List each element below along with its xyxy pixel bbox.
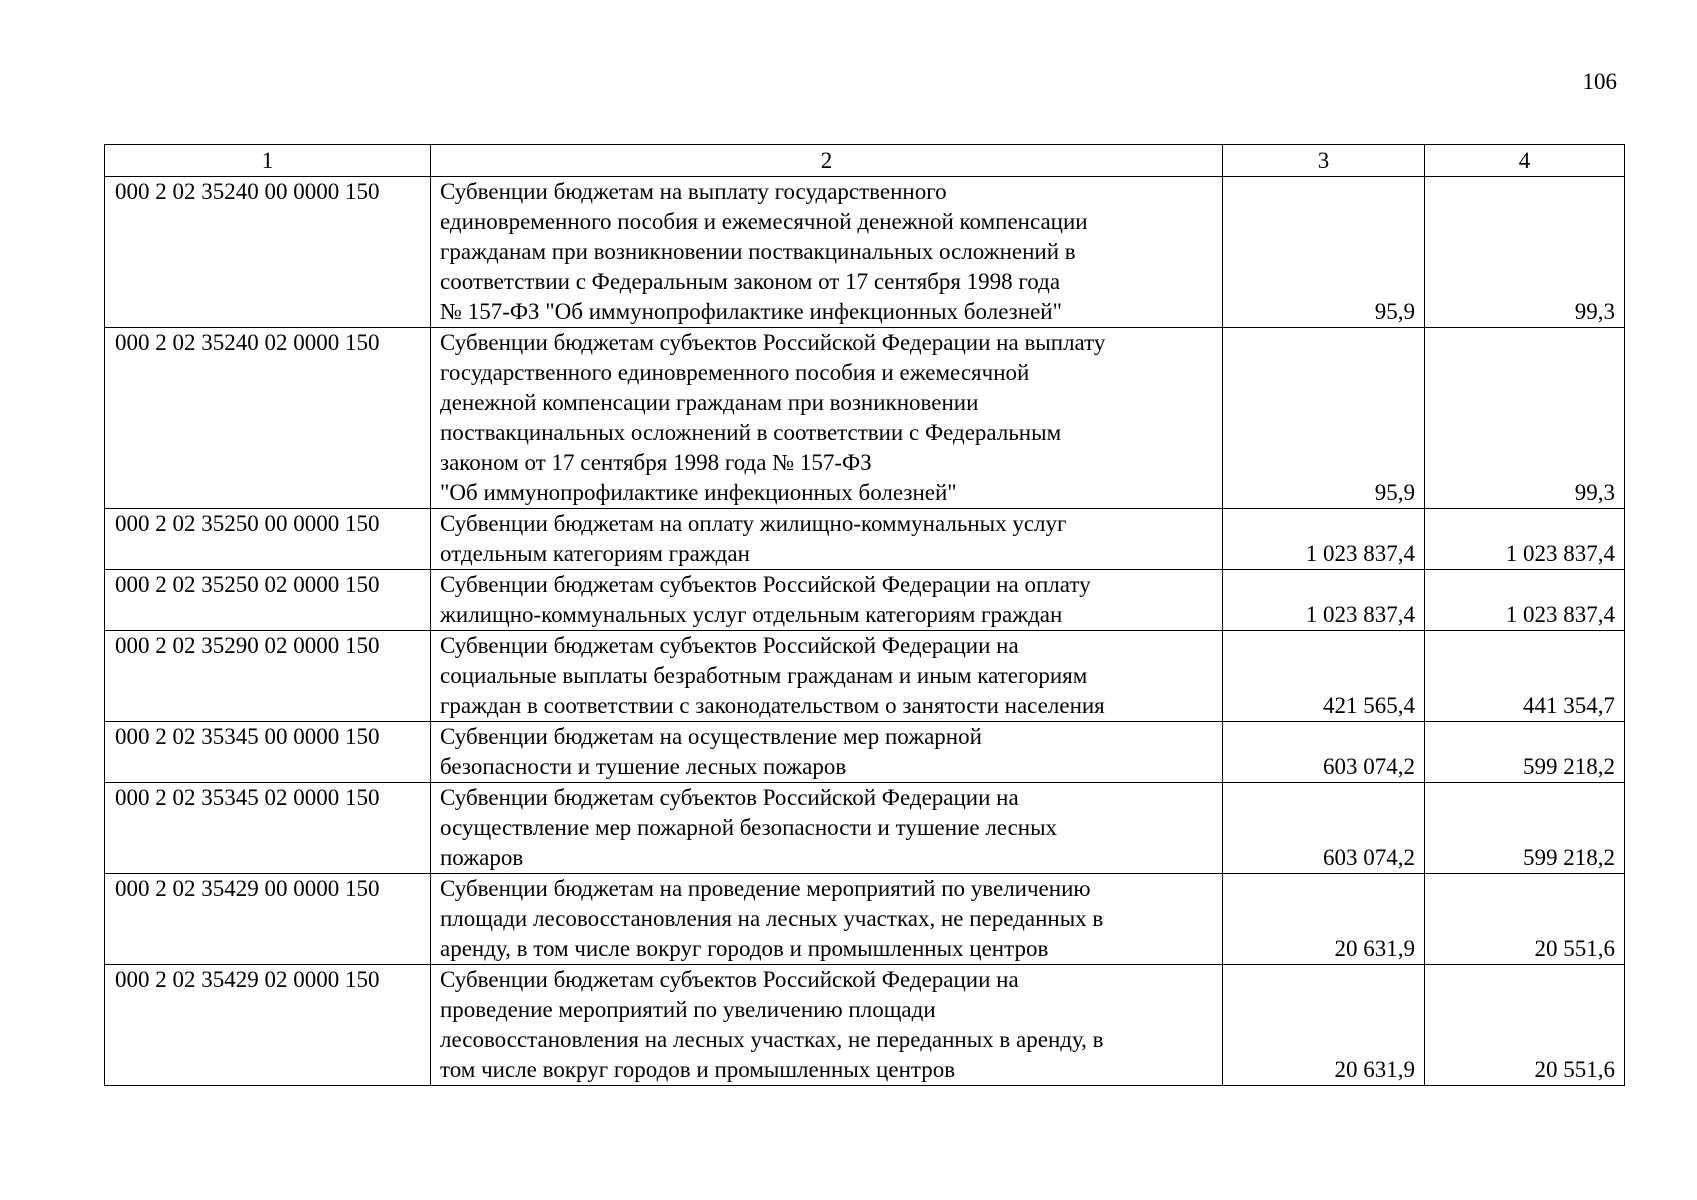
column-header-2: 2 [431,145,1223,177]
amount-col4-cell: 99,3 [1425,328,1625,509]
description-cell: Субвенции бюджетам субъектов Российской Федерации на социальные выплаты безработным гражданам и иным категориям граждан в соответствии с законодательством о занятости населения [431,631,1223,722]
amount-col4-cell: 99,3 [1425,177,1625,328]
description-cell: Субвенции бюджетам субъектов Российской Федерации на выплату государственного единовременного пособия и ежемесячной денежной компенсации гражданам при возникновении поствакцинальных осложнений в соответствии с Федеральным законом от 17 сентября 1998 года № 157-ФЗ "Об иммунопрофилактике инфекционных болезней" [431,328,1223,509]
table-row [105,783,1625,874]
amount-col3-cell: 95,9 [1223,328,1425,509]
budget-code-cell: 000 2 02 35345 00 0000 150 [105,722,431,783]
budget-table [104,144,1625,1086]
table-row [105,722,1625,783]
column-header-4: 4 [1425,145,1625,177]
table-row [105,177,1625,328]
table-row [105,874,1625,965]
description-cell: Субвенции бюджетам субъектов Российской Федерации на осуществление мер пожарной безопасности и тушение лесных пожаров [431,783,1223,874]
amount-col3-cell: 20 631,9 [1223,965,1425,1086]
amount-col3-cell: 603 074,2 [1223,783,1425,874]
table-row [105,570,1625,631]
amount-col4-cell: 599 218,2 [1425,722,1625,783]
amount-col3-cell: 603 074,2 [1223,722,1425,783]
amount-col3-cell: 95,9 [1223,177,1425,328]
table-header [105,145,1625,177]
amount-col3-cell: 1 023 837,4 [1223,509,1425,570]
budget-code-cell: 000 2 02 35290 02 0000 150 [105,631,431,722]
budget-code-cell: 000 2 02 35240 00 0000 150 [105,177,431,328]
header-row [105,145,1625,177]
amount-col3-cell: 1 023 837,4 [1223,570,1425,631]
budget-code-cell: 000 2 02 35250 00 0000 150 [105,509,431,570]
amount-col4-cell: 599 218,2 [1425,783,1625,874]
page-number: 106 [1582,69,1617,94]
table-row [105,965,1625,1086]
description-cell: Субвенции бюджетам на выплату государственного единовременного пособия и ежемесячной денежной компенсации гражданам при возникновении поствакцинальных осложнений в соответствии с Федеральным законом от 17 сентября 1998 года № 157-ФЗ "Об иммунопрофилактике инфекционных болезней" [431,177,1223,328]
table-row [105,328,1625,509]
description-cell: Субвенции бюджетам на проведение мероприятий по увеличению площади лесовосстановления на лесных участках, не переданных в аренду, в том числе вокруг городов и промышленных центров [431,874,1223,965]
budget-code-cell: 000 2 02 35240 02 0000 150 [105,328,431,509]
budget-code-cell: 000 2 02 35250 02 0000 150 [105,570,431,631]
amount-col3-cell: 20 631,9 [1223,874,1425,965]
amount-col4-cell: 20 551,6 [1425,874,1625,965]
table-body [105,177,1625,1086]
amount-col4-cell: 1 023 837,4 [1425,570,1625,631]
column-header-3: 3 [1223,145,1425,177]
budget-code-cell: 000 2 02 35429 02 0000 150 [105,965,431,1086]
description-cell: Субвенции бюджетам субъектов Российской Федерации на оплату жилищно-коммунальных услуг отдельным категориям граждан [431,570,1223,631]
budget-code-cell: 000 2 02 35429 00 0000 150 [105,874,431,965]
column-header-1: 1 [105,145,431,177]
budget-code-cell: 000 2 02 35345 02 0000 150 [105,783,431,874]
amount-col4-cell: 20 551,6 [1425,965,1625,1086]
amount-col3-cell: 421 565,4 [1223,631,1425,722]
description-cell: Субвенции бюджетам на оплату жилищно-коммунальных услуг отдельным категориям граждан [431,509,1223,570]
table-row [105,631,1625,722]
amount-col4-cell: 441 354,7 [1425,631,1625,722]
description-cell: Субвенции бюджетам на осуществление мер пожарной безопасности и тушение лесных пожаров [431,722,1223,783]
table-row [105,509,1625,570]
amount-col4-cell: 1 023 837,4 [1425,509,1625,570]
description-cell: Субвенции бюджетам субъектов Российской Федерации на проведение мероприятий по увеличению площади лесовосстановления на лесных участках, не переданных в аренду, в том числе вокруг городов и промышленных центров [431,965,1223,1086]
